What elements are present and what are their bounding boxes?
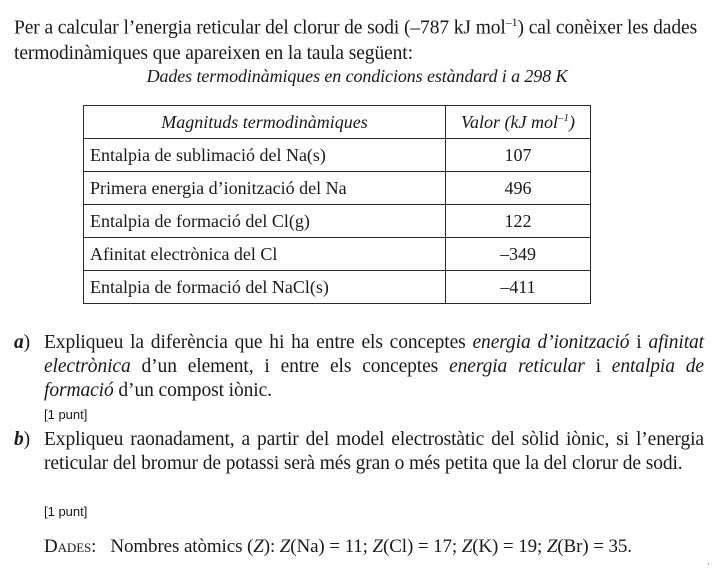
row-value: –411	[446, 271, 591, 304]
intro-superscript: –1	[505, 15, 518, 29]
question-a-points: [1 punt]	[44, 407, 88, 422]
intro-paragraph	[14, 10, 704, 66]
thermodynamic-data-table	[83, 105, 591, 304]
question-a-text: Expliqueu la diferència que hi ha entre els conceptes energia d’ionització i afinitat electrònica d’un element, i entre els conceptes energia reticular i entalpia de formació d’un compost iònic.	[44, 332, 704, 401]
header-value	[446, 106, 591, 139]
row-magnitude: Entalpia de formació del NaCl(s)	[84, 271, 446, 304]
row-magnitude: Primera energia d’ionització del Na	[84, 172, 446, 205]
row-value: 496	[446, 172, 591, 205]
table-row	[84, 139, 591, 172]
header-value-close: )	[568, 111, 575, 132]
row-magnitude: Afinitat electrònica del Cl	[84, 238, 446, 271]
table-row	[84, 238, 591, 271]
intro-text-2: ) cal conèixer les dades termodinàmiques que apareixen en la taula següent:	[14, 17, 698, 64]
question-b-points: [1 punt]	[44, 504, 88, 519]
question-b	[14, 428, 704, 476]
row-magnitude: Entalpia de sublimació del Na(s)	[84, 139, 446, 172]
row-magnitude: Entalpia de formació del Cl(g)	[84, 205, 446, 238]
header-magnitude: Magnituds termodinàmiques	[84, 106, 446, 139]
table-caption: Dades termodinàmiques en condicions estàndard i a 298 K	[146, 66, 568, 86]
row-value: –349	[446, 238, 591, 271]
table-row	[84, 205, 591, 238]
table-header-row	[84, 106, 591, 139]
header-value-sup: –1	[557, 111, 569, 124]
dades-label: Dades:	[44, 536, 97, 557]
table-row	[84, 172, 591, 205]
question-a-letter: a)	[14, 332, 31, 353]
dades-line: Dades: Nombres atòmics (Z): Z(Na) = 11; Z(Cl) = 17; Z(K) = 19; Z(Br) = 35.	[44, 536, 632, 557]
row-value: 122	[446, 205, 591, 238]
intro-text-1: Per a calcular l’energia reticular del clorur de sodi (–787 kJ mol	[14, 17, 506, 39]
header-value-text: Valor (kJ mol	[461, 111, 558, 132]
table-row	[84, 271, 591, 304]
question-a	[14, 331, 704, 403]
question-b-letter: b)	[14, 429, 31, 450]
question-b-text: Expliqueu raonadament, a partir del model electrostàtic del sòlid iònic, si l’energia reticular del bromur de potassi serà més gran o més petita que la del clorur de sodi.	[44, 429, 704, 474]
corner-mark: ‘	[707, 561, 710, 570]
row-value: 107	[446, 139, 591, 172]
